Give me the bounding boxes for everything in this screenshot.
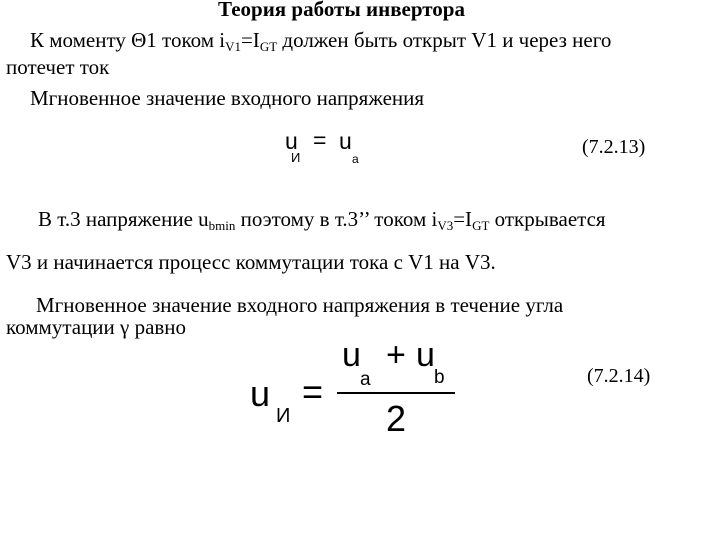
eq2-equals: = [302, 371, 324, 412]
eq2-num-u2: u [416, 336, 435, 374]
p3-sub-v3: V3 [437, 218, 454, 233]
p1-sub-gt: GT [259, 39, 278, 54]
eq2-num-sub-a: a [360, 369, 371, 390]
p1-text-before: К моменту Θ1 током i [30, 28, 226, 52]
paragraph-4-line-2: коммутации γ равно [6, 315, 187, 339]
eq1-equals: = [313, 127, 327, 153]
paragraph-1-line-1 [30, 28, 611, 52]
p3-text-mid2: =I [453, 207, 473, 231]
eq2-lhs-sub: И [276, 405, 291, 427]
eq1-rhs-sub: a [352, 152, 359, 166]
eq2-num-u1: u [342, 336, 361, 374]
eq1-number: (7.2.13) [582, 136, 646, 158]
eq2-number: (7.2.14) [587, 365, 651, 387]
eq2-plus: + [386, 336, 406, 374]
eq1-lhs-sub: И [291, 150, 301, 165]
p1-text-mid: =I [240, 28, 260, 52]
eq2-num-sub-b: b [434, 367, 445, 388]
p3-text-before: В т.3 напряжение u [38, 207, 209, 231]
p1-text-after: должен быть открыт V1 и через него [277, 28, 612, 52]
paragraph-4-line-1: Мгновенное значение входного напряжения в течение угла [36, 293, 564, 317]
eq2-denominator: 2 [386, 398, 407, 439]
paragraph-1-line-2: потечет ток [6, 55, 110, 79]
p3-text-after: открывается [489, 207, 606, 231]
p1-sub-v1: V1 [225, 39, 241, 54]
p3-text-mid: поэтому в т.3’’ током i [235, 207, 438, 231]
p3-sub-gt: GT [472, 218, 490, 233]
eq1-rhs: u [339, 128, 352, 154]
paragraph-3-line-1 [38, 207, 606, 231]
eq2-fraction-bar [337, 392, 455, 394]
paragraph-3-line-2: V3 и начинается процесс коммутации тока с V1 на V3. [6, 250, 496, 274]
p3-sub-bmin: bmin [208, 218, 236, 233]
eq2-lhs: u [250, 373, 271, 414]
eq1-lhs: u [285, 128, 298, 154]
page-title: Теория работы инвертора [218, 0, 465, 21]
paragraph-2: Мгновенное значение входного напряжения [30, 86, 425, 110]
